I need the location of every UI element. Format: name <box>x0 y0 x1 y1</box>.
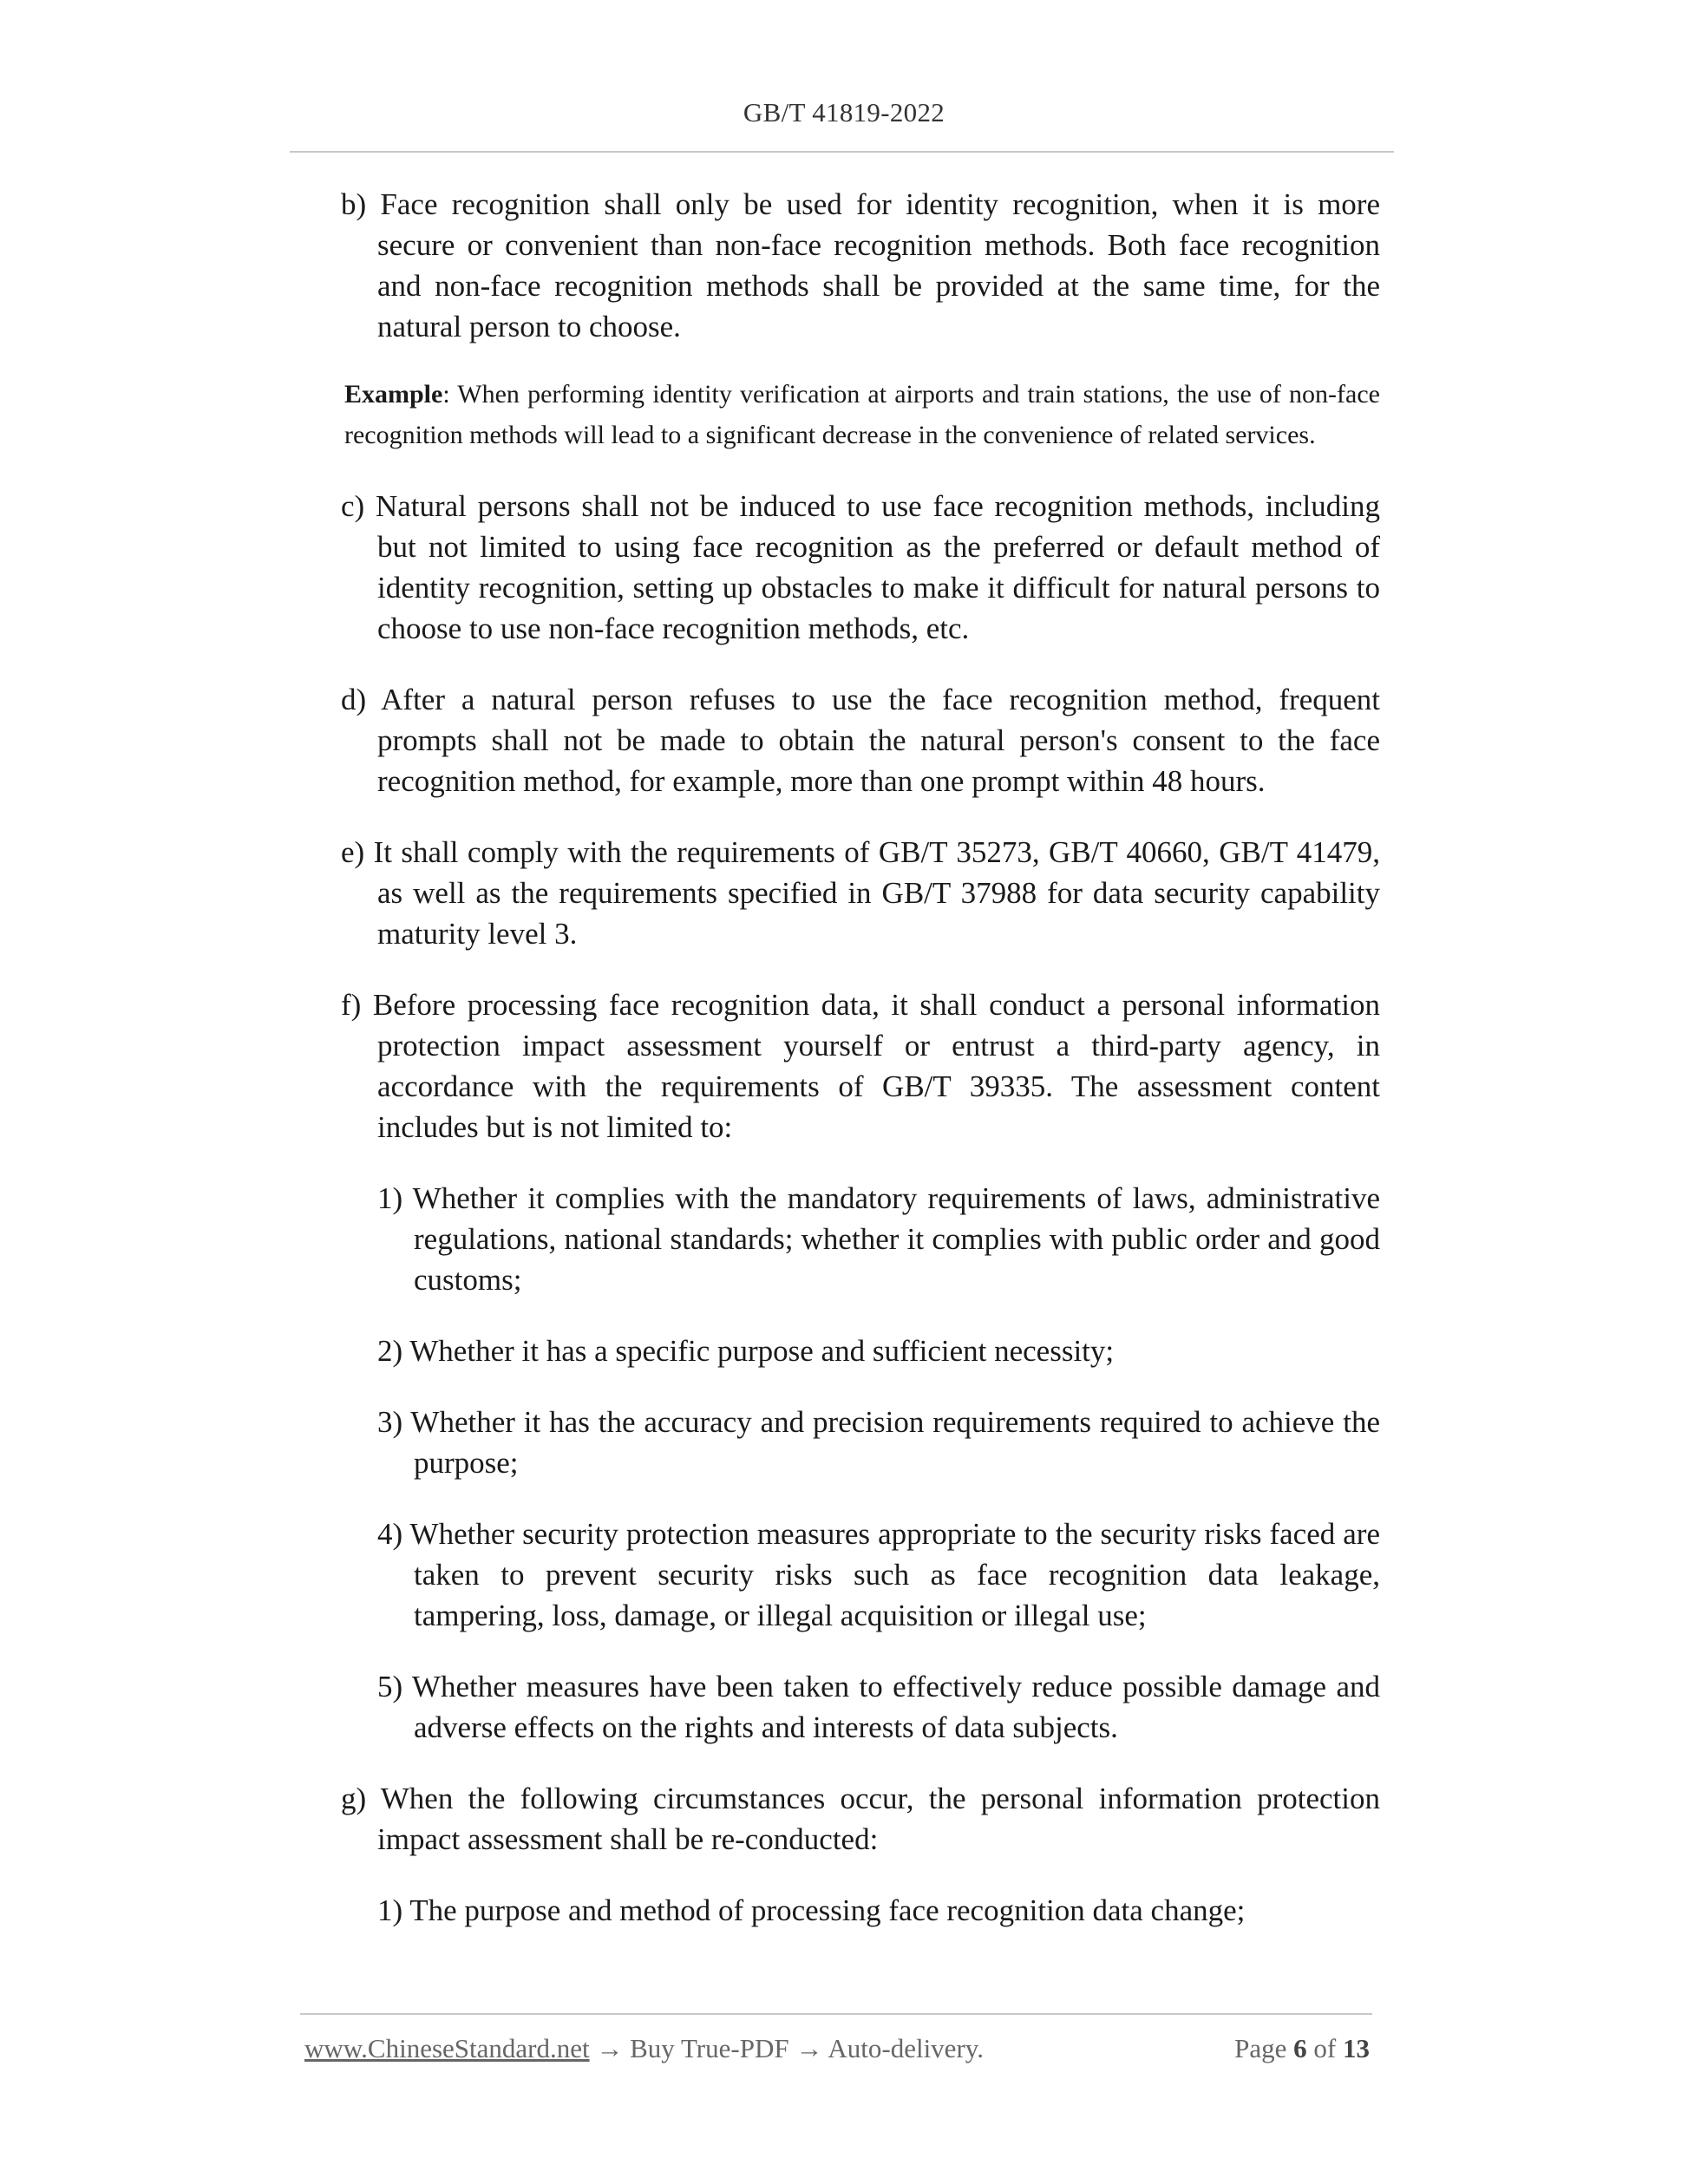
clause-b: b) Face recognition shall only be used for identity recognition, when it is more secure or convenient than non-face recognition methods. Both face recognition and non-face recognition methods shall be provided at the same time, for the natural person to choose. <box>341 187 1380 343</box>
clause-e: e) It shall comply with the requirements of GB/T 35273, GB/T 40660, GB/T 41479, as well as the requirements specified in GB/T 37988 for data security capability maturity level 3. <box>341 835 1380 951</box>
page-indicator <box>1234 2033 1370 2064</box>
page-header: GB/T 41819-2022 <box>743 97 945 128</box>
clause-f-sub-1: 1) Whether it complies with the mandatory requirements of laws, administrative regulations, national standards; whether it complies with public order and good customs; <box>377 1181 1380 1297</box>
clause-f-sub-3: 3) Whether it has the accuracy and precision requirements required to achieve the purpose; <box>377 1405 1380 1480</box>
header-divider <box>290 151 1394 153</box>
clause-c: c) Natural persons shall not be induced to use face recognition methods, including but not limited to using face recognition as the preferred or default method of identity recognition, setting up obstacles to make it difficult for natural persons to choose to use non-face recognition methods, etc. <box>341 489 1380 645</box>
document-body <box>341 184 1380 1961</box>
total-pages: 13 <box>1343 2033 1370 2063</box>
clause-f-sub-2: 2) Whether it has a specific purpose and sufficient necessity; <box>377 1334 1115 1368</box>
footer-promo <box>304 2033 984 2064</box>
example-label: Example <box>344 380 443 409</box>
of-label: of <box>1306 2033 1343 2063</box>
promo-text: → Buy True-PDF → Auto-delivery. <box>589 2033 984 2063</box>
example-text: : When performing identity verification at airports and train stations, the use of non-face recognition methods will lead to a significant decrease in the convenience of related services. <box>344 380 1380 449</box>
footer-divider <box>300 2013 1372 2015</box>
clause-d: d) After a natural person refuses to use the face recognition method, frequent prompts shall not be made to obtain the natural person's consent to the face recognition method, for example, more than one prompt within 48 hours. <box>341 683 1380 798</box>
example-note <box>344 374 1380 455</box>
clause-g-sub-1: 1) The purpose and method of processing face recognition data change; <box>377 1893 1246 1927</box>
website-link[interactable]: www.ChineseStandard.net <box>304 2033 590 2063</box>
clause-f-sub-5: 5) Whether measures have been taken to effectively reduce possible damage and adverse effects on the rights and interests of data subjects. <box>377 1670 1380 1744</box>
page-number: 6 <box>1293 2033 1307 2063</box>
clause-f-sub-4: 4) Whether security protection measures appropriate to the security risks faced are taken to prevent security risks such as face recognition data leakage, tampering, loss, damage, or illegal acquisition or illegal use; <box>377 1517 1380 1632</box>
clause-f: f) Before processing face recognition data, it shall conduct a personal information protection impact assessment yourself or entrust a third-party agency, in accordance with the requirements of GB/T 39335. The assessment content includes but is not limited to: <box>341 988 1380 1144</box>
page-label: Page <box>1234 2033 1294 2063</box>
clause-g: g) When the following circumstances occur, the personal information protection impact assessment shall be re-conducted: <box>341 1782 1380 1856</box>
